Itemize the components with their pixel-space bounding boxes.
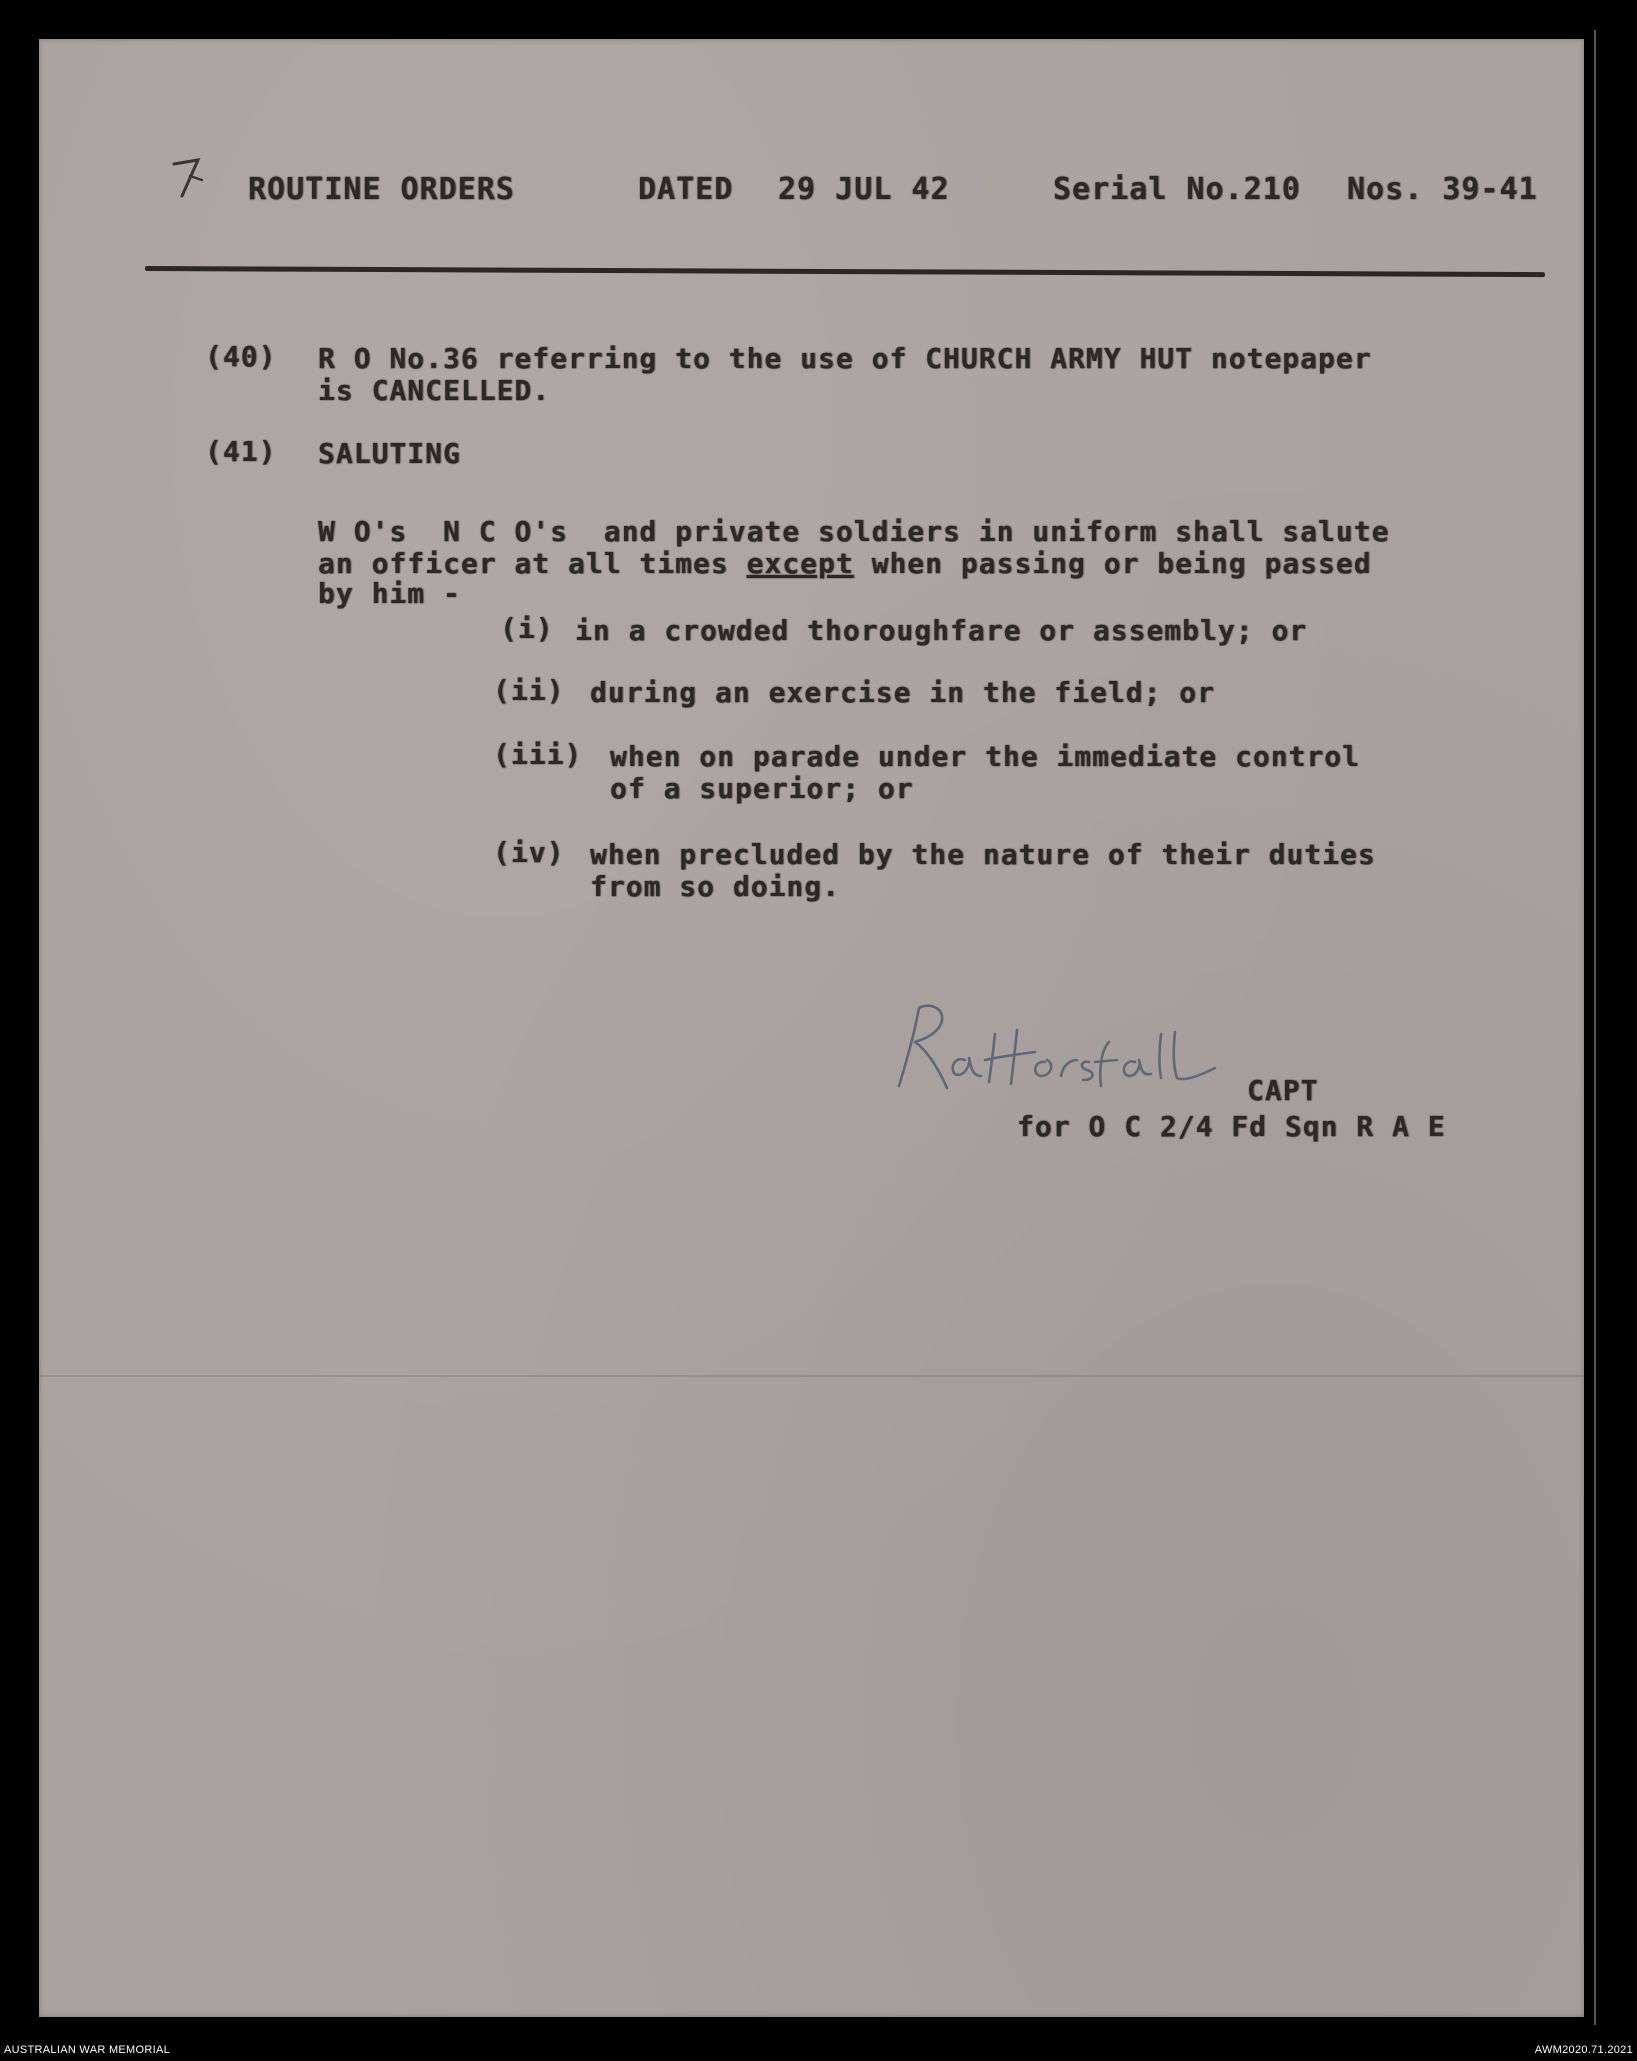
header-title: ROUTINE ORDERS (248, 172, 515, 207)
item-ii-line-1: during an exercise in the field; or (590, 676, 1216, 709)
order-41-intro-line-1: W O's N C O's and private soldiers in uniform shall salute (318, 515, 1390, 548)
item-i-line-1: in a crowded thoroughfare or assembly; or (575, 614, 1308, 647)
handwritten-signature (885, 990, 1225, 1110)
order-41-heading: SALUTING (318, 437, 461, 470)
order-40-line-2: is CANCELLED. (318, 374, 551, 407)
item-number-iv: (iv) (493, 836, 565, 869)
signature-for-line: for O C 2/4 Fd Sqn R A E (1017, 1110, 1446, 1143)
margin-mark-seven (168, 150, 210, 210)
item-iii-line-1: when on parade under the immediate control (610, 740, 1361, 773)
header-date: 29 JUL 42 (778, 172, 950, 207)
item-number-i: (i) (500, 612, 554, 645)
order-number-41: (41) (205, 435, 277, 468)
item-iv-line-2: from so doing. (590, 870, 841, 903)
item-number-ii: (ii) (493, 674, 565, 707)
order-41-intro-line-2 (318, 547, 1372, 581)
signature-rank: CAPT (1247, 1074, 1319, 1107)
document-page (39, 39, 1584, 2017)
order-41-intro-line-3: by him - (318, 577, 461, 610)
footer-institution: AUSTRALIAN WAR MEMORIAL (4, 2044, 171, 2056)
item-iv-line-1: when precluded by the nature of their duties (590, 838, 1376, 871)
intro-line-2-start: an officer at all times (318, 547, 747, 580)
header-serial: Serial No.210 (1053, 172, 1301, 207)
item-number-iii: (iii) (493, 738, 583, 771)
header-nos: Nos. 39-41 (1347, 172, 1538, 207)
paper-edge (1594, 30, 1596, 2025)
paper-fold-line (39, 1375, 1584, 1377)
order-40-line-1: R O No.36 referring to the use of CHURCH ARMY HUT notepaper (318, 342, 1372, 375)
order-number-40: (40) (205, 340, 277, 373)
item-iii-line-2: of a superior; or (610, 772, 914, 805)
footer-accession-number: AWM2020.71.2021 (1534, 2044, 1633, 2056)
intro-line-2-end: when passing or being passed (853, 547, 1372, 580)
header-dated-label: DATED (638, 172, 734, 207)
emphasis-except: except (746, 547, 854, 580)
